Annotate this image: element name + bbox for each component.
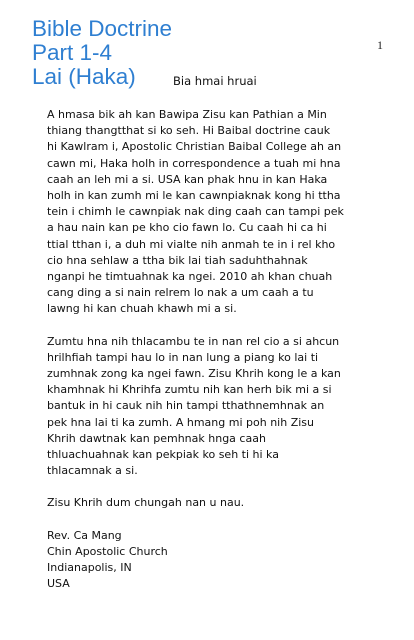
text-line: A hmasa bik ah kan Bawipa Zisu kan Pathian a Min: [47, 108, 327, 121]
signature-line: USA: [47, 577, 70, 591]
text-line: Zumtu hna nih thlacambu te in nan rel cio a si ahcun: [47, 334, 340, 348]
text-line: khamhnak hi Khrihfa zumtu nih kan herh bik mi a si: [47, 383, 332, 397]
body-paragraph: [47, 107, 377, 318]
signature-line: Rev. Ca Mang: [47, 528, 122, 542]
body-paragraph: [47, 495, 377, 511]
text-line: cio hna sehlaw a ttha bik lai tiah saduhthahnak: [47, 253, 308, 267]
document-title: [32, 17, 172, 89]
text-line: a hau nain kan pe kho cio fawn lo. Cu caah hi ca hi: [47, 221, 327, 235]
text-line: pek hna lai ti ka zumh. A hmang mi poh nih Zisu: [47, 415, 314, 429]
text-line: bantuk in hi cauk nih hin tampi tthathnemhnak an: [47, 399, 325, 413]
text-line: tein i chimh le cawnpiak nak ding caah can tampi pek: [47, 205, 344, 219]
body-paragraph: [47, 334, 377, 480]
signature-block: [47, 528, 377, 593]
body-text: [47, 107, 377, 608]
text-line: hi Kawlram i, Apostolic Christian Baibal College ah an: [47, 140, 342, 154]
text-line: lawng hi kan chuah khawh mi a si.: [47, 302, 237, 316]
title-line: Part 1-4: [32, 40, 113, 65]
text-line: thiang thangtthat si ko seh. Hi Baibal doctrine cauk: [47, 124, 331, 138]
text-line: Khrih dawtnak kan pemhnak hnga caah: [47, 431, 266, 445]
text-line: cang ding a si nain relrem lo nak a um caah a tu: [47, 286, 314, 300]
text-line: Zisu Khrih dum chungah nan u nau.: [47, 496, 245, 510]
text-line: ttial tthan i, a duh mi vialte nih anmah te in i rel kho: [47, 237, 336, 251]
text-line: zumhnak zong ka ngei fawn. Zisu Khrih kong le a kan: [47, 367, 341, 381]
text-line: holh in kan zumh mi le kan cawnpiaknak kong hi ttha: [47, 189, 341, 203]
page-number: 1: [377, 38, 383, 52]
title-line: Lai (Haka): [32, 64, 136, 89]
title-line: Bible Doctrine: [32, 16, 173, 41]
text-line: thlacamnak a si.: [47, 464, 138, 478]
signature-line: Chin Apostolic Church: [47, 544, 168, 558]
text-line: hrilhfiah tampi hau lo in nan lung a piang ko lai ti: [47, 350, 319, 364]
signature-line: Indianapolis, IN: [47, 561, 132, 575]
text-line: thluachuahnak kan pekpiak ko seh ti hi ka: [47, 448, 279, 462]
text-line: caah an leh mi a si. USA kan phak hnu in kan Haka: [47, 172, 328, 186]
text-line: cawn mi, Haka holh in correspondence a tuah mi hna: [47, 156, 341, 170]
text-line: nganpi he timtuahnak ka ngei. 2010 ah khan chuah: [47, 270, 333, 284]
document-subtitle: Bia hmai hruai: [173, 74, 257, 88]
